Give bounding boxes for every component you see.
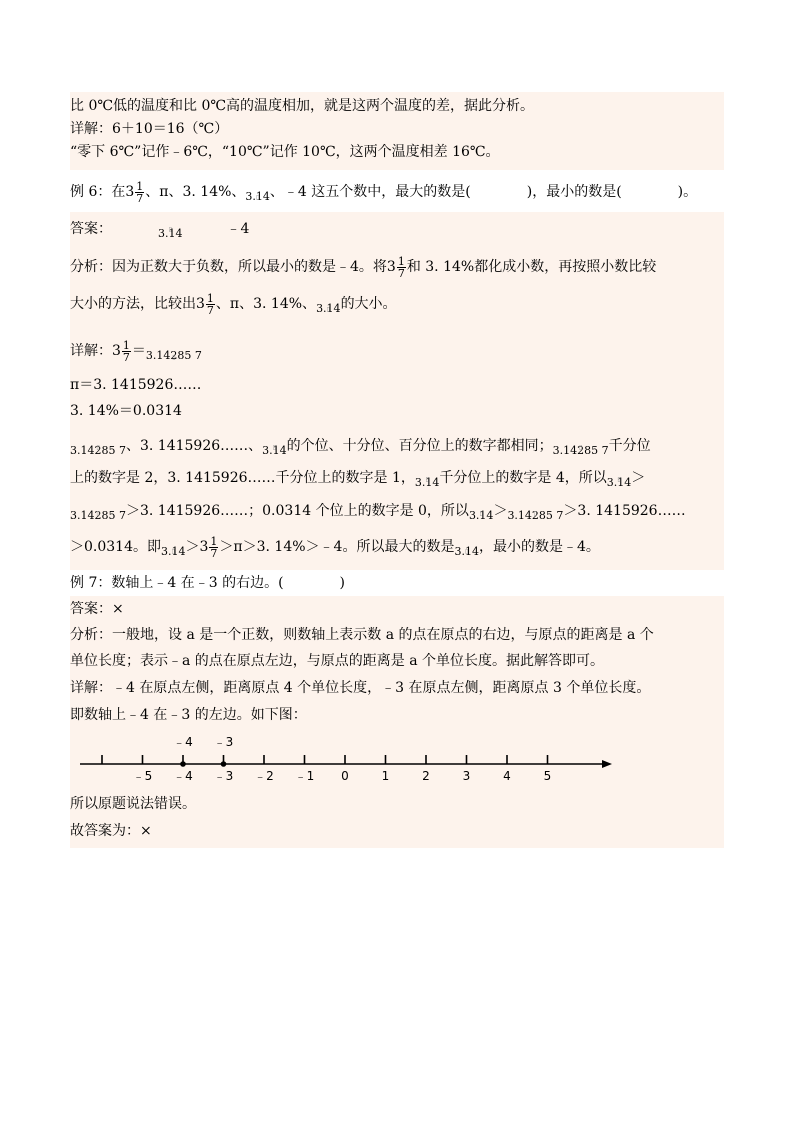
answer-max: ▯ $_{3.14}$	[158, 227, 183, 240]
point-label: ﹣4	[173, 735, 193, 749]
detail-line: π＝3. 1415926……	[70, 377, 202, 393]
analysis-line: 单位长度；表示﹣a 的点在原点左边，与原点的距离是 a 个单位长度。据此解答即可。	[70, 653, 605, 669]
detail-line: ▯ $_{3.14285 7}$＞3. 1415926……；0.0314 个位上的数字是 0，所以▯ $_{3.14}$＞▯ $_{3.14285 7}$＞3. 1415926……	[70, 494, 724, 528]
answer-line: 答案：×	[70, 601, 124, 617]
tick-label: 4	[503, 769, 511, 783]
detail-line: ▯ $_{3.14285 7}$、3. 1415926……、▯ $_{3.14}$的个位、十分位、百分位上的数字都相同；▯ $_{3.14285 7}$千分位	[70, 430, 724, 462]
analysis-line: 分析：一般地，设 a 是一个正数，则数轴上表示数 a 的点在原点的右边，与原点的距离是 a 个	[70, 627, 654, 643]
detail-line: 详解：3 $\frac{1}{7}$ ＝▯ $_{3.14285 7}$	[70, 330, 724, 372]
tick-label: ﹣5	[132, 769, 153, 783]
detail-line: ＞0.0314。即▯ $_{3.14}$＞3 $\frac{1}{7}$ ＞π＞3. 14%＞﹣4。所以最大的数是▯ $_{3.14}$，最小的数是﹣4。	[70, 528, 724, 566]
answer-line: 答案：▯ $_{3.14}$ ﹣4	[70, 214, 724, 250]
detail-line: 详解：﹣4 在原点左侧，距离原点 4 个单位长度，﹣3 在原点左侧，距离原点 3 个单位长度。	[70, 680, 651, 696]
tick-label: ﹣4	[173, 769, 193, 783]
detail-line: 上的数字是 2，3. 1415926……千分位上的数字是 1，▯ $_{3.14}$千分位上的数字是 4，所以▯ $_{3.14}$＞	[70, 462, 724, 494]
detail-line: 即数轴上﹣4 在﹣3 的左边。如下图：	[70, 707, 307, 723]
repeating-decimal: ▯ $_{3.14}$	[245, 190, 270, 203]
mixed-number: 3 $\frac{1}{7}$	[125, 179, 144, 205]
final-answer-line: 故答案为：×	[70, 823, 152, 839]
answer-min: ﹣4	[226, 221, 250, 237]
point-label: ﹣3	[213, 735, 234, 749]
detail-line: 详解：6＋10＝16（℃）	[70, 121, 229, 137]
marked-point	[221, 761, 227, 767]
document-page	[70, 92, 724, 848]
tick-label: 5	[543, 769, 552, 783]
number-line-diagram	[74, 728, 634, 790]
arrow-head-icon	[602, 760, 612, 768]
detail-line: “零下 6℃”记作﹣6℃，“10℃”记作 10℃，这两个温度相差 16℃。	[70, 144, 500, 160]
tick-label: ﹣3	[213, 769, 234, 783]
analysis-line: 分析：因为正数大于负数，所以最小的数是﹣4。将3 $\frac{1}{7}$ 和 3. 14%都化成小数，再按照小数比较	[70, 254, 657, 280]
tick-label: 1	[381, 769, 390, 783]
analysis-line: 大小的方法，比较出3 $\frac{1}{7}$ 、π、3. 14%、▯ $_{3.14}$的大小。	[70, 284, 724, 324]
tick-label: 0	[341, 769, 349, 783]
tick-label: ﹣1	[294, 769, 315, 783]
tick-label: 2	[422, 769, 430, 783]
example-6-question: 例 6：在3 $\frac{1}{7}$ 、π、3. 14%、▯ $_{3.14}$、﹣4 这五个数中，最大的数是( )，最小的数是( )。	[70, 170, 724, 212]
marked-point	[180, 761, 186, 767]
example-6-solution	[70, 212, 724, 570]
tick-label: ﹣2	[254, 769, 274, 783]
example-7-question: 例 7：数轴上﹣4 在﹣3 的右边。( )	[70, 575, 345, 591]
example-7-solution	[70, 596, 724, 848]
conclusion-line: 所以原题说法错误。	[70, 796, 196, 812]
solution-block-prev	[70, 92, 724, 170]
tick-label: 3	[462, 769, 471, 783]
analysis-line: 比 0℃低的温度和比 0℃高的温度相加，就是这两个温度的差，据此分析。	[70, 98, 535, 114]
detail-line: 3. 14%＝0.0314	[70, 403, 182, 419]
